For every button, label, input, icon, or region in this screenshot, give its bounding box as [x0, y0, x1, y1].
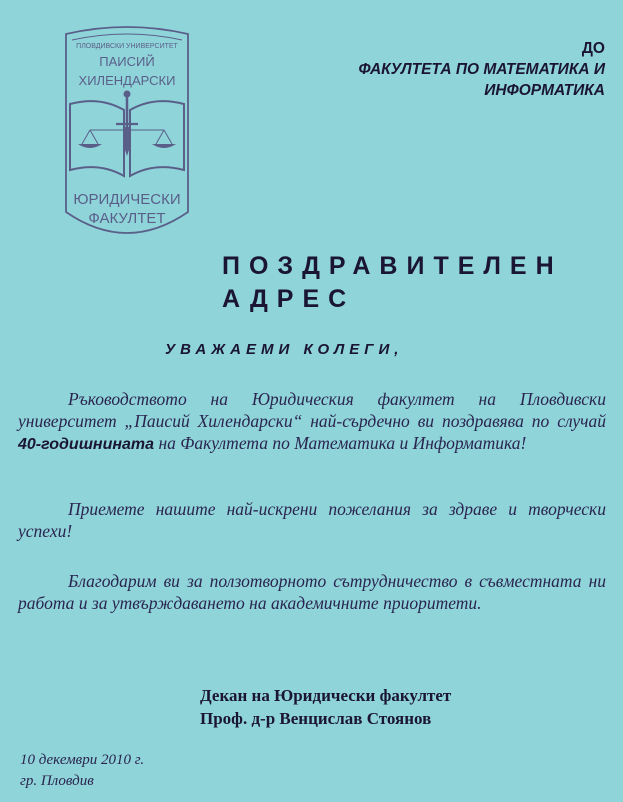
signature-name: Проф. д-р Венцислав Стоянов: [200, 709, 432, 728]
anniversary-highlight: 40-годишнината: [18, 436, 155, 453]
paragraph-congratulation: [18, 388, 606, 456]
recipient-to: ДО: [581, 40, 605, 57]
title-line-1: ПОЗДРАВИТЕЛЕН: [222, 252, 563, 280]
logo-faculty-text: ФАКУЛТЕТ: [88, 210, 166, 227]
paragraph-wishes: Приемете нашите най-искрени пожелания за здраве и творчески успехи!: [18, 499, 606, 541]
paragraph1-end: на Факултета по Математика и Информатика!: [154, 433, 527, 453]
recipient-line-2: ИНФОРМАТИКА: [484, 82, 605, 99]
signature-block: [200, 684, 451, 730]
logo-law-text: ЮРИДИЧЕСКИ: [73, 191, 181, 208]
title-line-2: АДРЕС: [222, 285, 356, 313]
paragraph1-text: Ръководството на Юридическия факултет на Пловдивски университет „Паисий Хилендарски“ най-сърдечно ви поздравява по случай: [18, 389, 606, 431]
faculty-logo-emblem: [52, 26, 202, 242]
recipient-block: [205, 38, 605, 101]
logo-university-text: ПЛОВДИВСКИ УНИВЕРСИТЕТ: [76, 43, 178, 50]
city-text: гр. Пловдив: [20, 773, 94, 789]
faculty-logo: [52, 26, 202, 242]
recipient-line-1: ФАКУЛТЕТА ПО МАТЕМАТИКА И: [358, 61, 605, 78]
date-text: 10 декември 2010 г.: [20, 752, 145, 768]
document-title: [222, 250, 563, 316]
logo-hilendarski-text: ХИЛЕНДАРСКИ: [78, 73, 176, 88]
signature-title: Декан на Юридически факултет: [200, 686, 452, 705]
logo-paisiy-text: ПАИСИЙ: [99, 54, 155, 69]
date-block: [20, 750, 144, 792]
paragraph-thanks: Благодарим ви за ползотворното сътрудничество в съвместната ни работа и за утвърждаването на академичните приоритети.: [18, 571, 606, 613]
greeting: УВАЖАЕМИ КОЛЕГИ,: [165, 341, 404, 358]
